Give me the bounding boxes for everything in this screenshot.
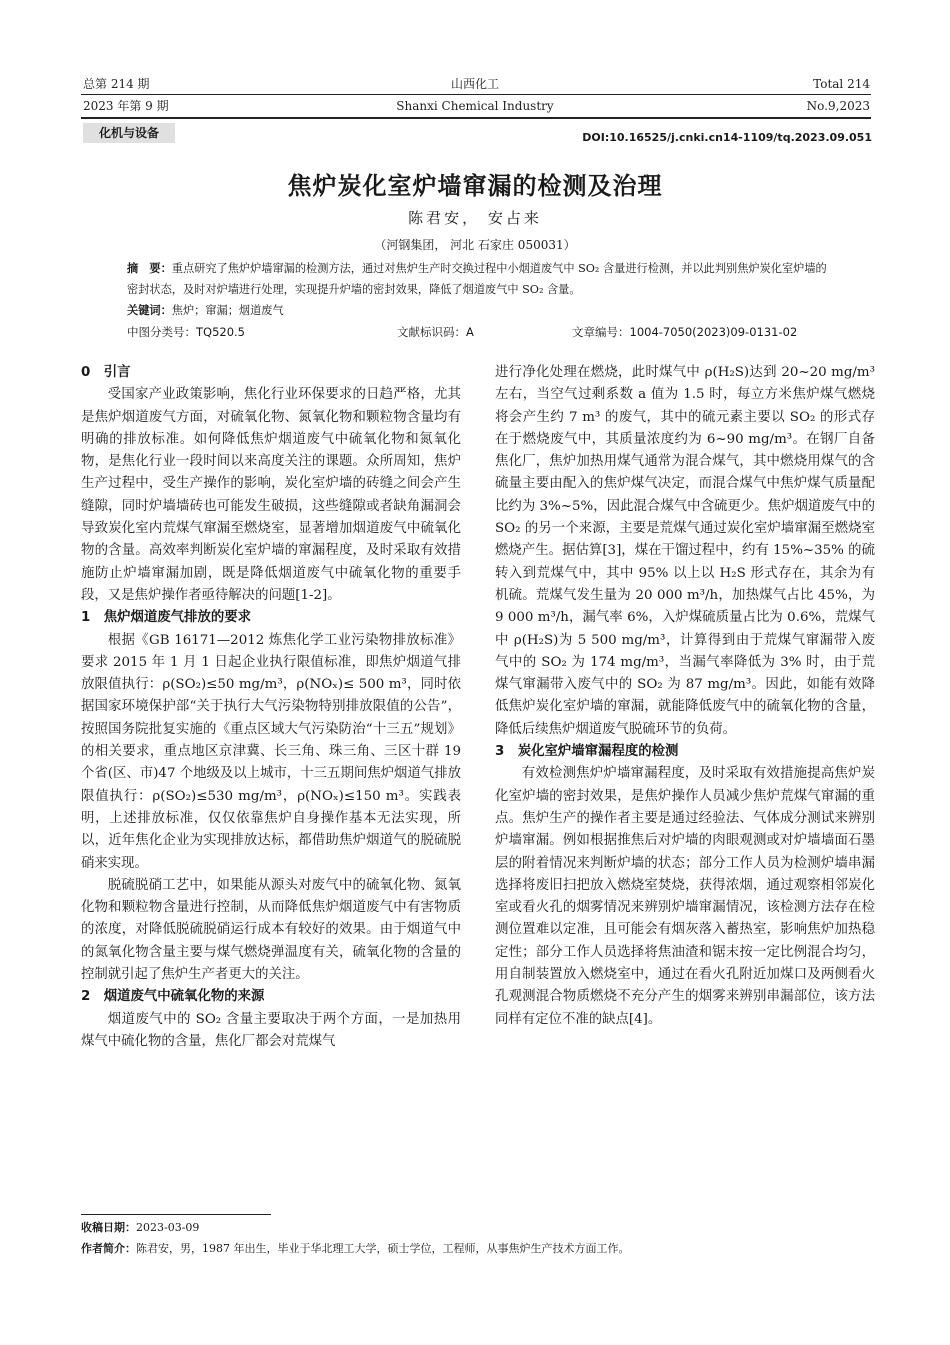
- article-title: 焦炉炭化室炉墙窜漏的检测及治理: [287, 172, 663, 200]
- abstract-text: 重点研究了焦炉炉墙窜漏的检测方法，通过对焦炉生产时交换过程中小烟道废气中 SO₂ 含量进行检测，并以此判别焦炉炭化室炉墙的密封状态，及时对炉墙进行处理，实现提升炉墙的密封效果，降低了烟道废气中 SO₂ 含量。: [127, 262, 827, 296]
- clc-number: 中图分类号：TQ520.5: [127, 325, 245, 339]
- header-journal-en: Shanxi Chemical Industry: [396, 99, 554, 113]
- abstract-label: 摘 要：: [127, 262, 172, 275]
- header-issue-year: 2023 年第 9 期: [83, 99, 169, 113]
- section-heading: 1 焦炉烟道废气排放的要求: [81, 610, 252, 626]
- keywords-text: 焦炉；窜漏；烟道废气: [171, 304, 284, 317]
- body-paragraph: 脱硫脱硝工艺中，如果能从源头对废气中的硫氧化物、氮氧化物和颗粒物含量进行控制，从而降低焦炉烟道废气中有害物质的浓度，对降低脱硫脱硝运行成本有较好的效果。由于烟道气中的氮氧化物含量主要与煤气燃烧弹温度有关，硫氧化物的含量的控制就引起了焦炉生产者更大的关注。: [81, 877, 461, 983]
- footnote: [81, 1217, 871, 1259]
- header-rule-thin: [81, 94, 871, 95]
- bio-label: 作者简介：: [81, 1242, 136, 1255]
- abstract: [127, 258, 829, 321]
- header-journal-cn: 山西化工: [450, 77, 499, 91]
- article-number: 文章编号：1004-7050(2023)09-0131-02: [572, 325, 798, 339]
- body-column-left: [81, 362, 461, 1053]
- body-paragraph: 进行净化处理在燃烧，此时煤气中 ρ(H₂S)达到 20~20 mg/m³ 左右，当空气过剩系数 a 值为 1.5 时，每立方米焦炉煤气燃烧将会产生约 7 m³ 的废气，其中的硫元素主要以 SO₂ 的形式存在于燃烧废气中，其质量浓度约为 6~90 mg/m³。在钢厂自备焦化厂，焦炉加热用煤气通常为混合煤气，其中燃烧用煤气的含硫量主要由配入的焦炉煤气决定，而混合煤气中焦炉煤气质量配比约为 3%~5%，因此混合煤气中含硫更少。焦炉烟道废气中的 SO₂ 的另一个来源，主要是荒煤气通过炭化室炉墙窜漏至燃烧室燃烧产生。据估算[3]，煤在干馏过程中，约有 15%~35% 的硫转入到荒煤气中，其中 95% 以上以 H₂S 形式存在，其余为有机硫。荒煤气发生量为 20 000 m³/h，加热煤气占比 45%，为 9 000 m³/h，漏气率 6%，入炉煤硫质量占比为 0.6%，荒煤气中 ρ(H₂S)为 5 500 mg/m³，计算得到由于荒煤气窜漏带入废气中的 SO₂ 为 174 mg/m³，当漏气率降低为 3% 时，由于荒煤气窜漏带入废气中的 SO₂ 为 87 mg/m³。因此，如能有效降低焦炉炭化室炉墙的窜漏，就能降低废气中的硫氧化物的含量，降低后续焦炉烟道废气脱硫环节的负荷。: [495, 365, 875, 737]
- received-date: 2023-03-09: [136, 1221, 200, 1234]
- author-bio: 陈君安，男，1987 年出生，毕业于华北理工大学，硕士学位，工程师，从事焦炉生产技术方面工作。: [136, 1242, 630, 1255]
- header-rule-thick: [81, 117, 871, 119]
- affiliation: （河钢集团， 河北 石家庄 050031）: [374, 238, 576, 252]
- header-number: No.9,2023: [806, 99, 870, 113]
- body-paragraph: 根据《GB 16171—2012 炼焦化学工业污染物排放标准》要求 2015 年 1 月 1 日起企业执行限值标准，即焦炉烟道气排放限值执行：ρ(SO₂)≤50 mg/m³，ρ(NOₓ)≤ 500 m³，同时依据国家环境保护部“关于执行大气污染物特别排放限值的公告”，按照国务院批复实施的《重点区域大气污染防治“十三五”规划》的相关要求，重点地区京津冀、长三角、珠三角、三区十群 19 个省(区、市)47 个地级及以上城市，十三五期间焦炉烟道气排放限值执行：ρ(SO₂)≤530 mg/m³，ρ(NOₓ)≤150 m³。实践表明，上述排放标准，仅仅依靠焦炉自身操作基本无法实现，所以，近年焦化企业为实现排放达标，都借助焦炉烟道气的脱硫脱硝来实现。: [81, 632, 461, 871]
- section-tag: 化机与设备: [83, 123, 175, 143]
- section-heading: 0 引言: [81, 365, 131, 380]
- document-code: 文献标识码：A: [397, 325, 474, 339]
- keywords-label: 关键词：: [127, 304, 172, 317]
- body-column-right: [495, 362, 875, 1031]
- received-label: 收稿日期：: [81, 1221, 136, 1234]
- doi: DOI:10.16525/j.cnki.cn14-1109/tq.2023.09.051: [582, 131, 872, 144]
- footnote-rule: [81, 1214, 271, 1215]
- authors: 陈君安， 安占来: [408, 209, 542, 227]
- body-paragraph: 有效检测焦炉炉墙窜漏程度，及时采取有效措施提高焦炉炭化室炉墙的密封效果，是焦炉操作人员减少焦炉荒煤气窜漏的重点。焦炉生产的操作者主要是通过经验法、气体成分测试来辨别炉墙窜漏。例如根据推焦后对炉墙的肉眼观测或对炉墙墙面石墨层的附着情况来判断炉墙的状态；部分工作人员为检测炉墙串漏选择将废旧扫把放入燃烧室焚烧，获得浓烟，通过观察相邻炭化室或看火孔的烟雾情况来辨别炉墙窜漏情况，该检测方法存在检测位置难以定准，且可能会有烟灰落入蓄热室，影响焦炉加热稳定性；部分工作人员选择将焦油渣和锯末按一定比例混合均匀，用自制装置放入燃烧室中，通过在看火孔附近加煤口及两侧看火孔观测混合物质燃烧不充分产生的烟雾来辨别串漏部位，该方法同样有定位不准的缺点[4]。: [495, 766, 875, 1027]
- header-issue-total: 总第 214 期: [83, 77, 150, 91]
- body-paragraph: 烟道废气中的 SO₂ 含量主要取决于两个方面，一是加热用煤气中硫化物的含量，焦化厂都会对荒煤气: [81, 1011, 461, 1049]
- section-heading: 3 炭化室炉墙窜漏程度的检测: [495, 744, 679, 760]
- section-heading: 2 烟道废气中硫氧化物的来源: [81, 989, 265, 1005]
- header-total: Total 214: [813, 77, 870, 91]
- body-paragraph: 受国家产业政策影响，焦化行业环保要求的日趋严格，尤其是焦炉烟道废气方面，对硫氧化物、氮氧化物和颗粒物含量均有明确的排放标准。如何降低焦炉烟道废气中硫氧化物和氮氧化物，是焦化行业一段时间以来高度关注的课题。众所周知，焦炉生产过程中，受生产操作的影响，炭化室炉墙的砖缝之间会产生缝隙，同时炉墙墙砖也可能发生破损，这些缝隙或者缺角漏洞会导致炭化室内荒煤气窜漏至燃烧室，显著增加烟道废气中硫氧化物的含量。高效率判断炭化室炉墙的窜漏程度，及时采取有效措施防止炉墙窜漏加剧，既是降低烟道废气中硫氧化物的重要手段，又是焦炉操作者亟待解决的问题[1-2]。: [81, 387, 461, 603]
